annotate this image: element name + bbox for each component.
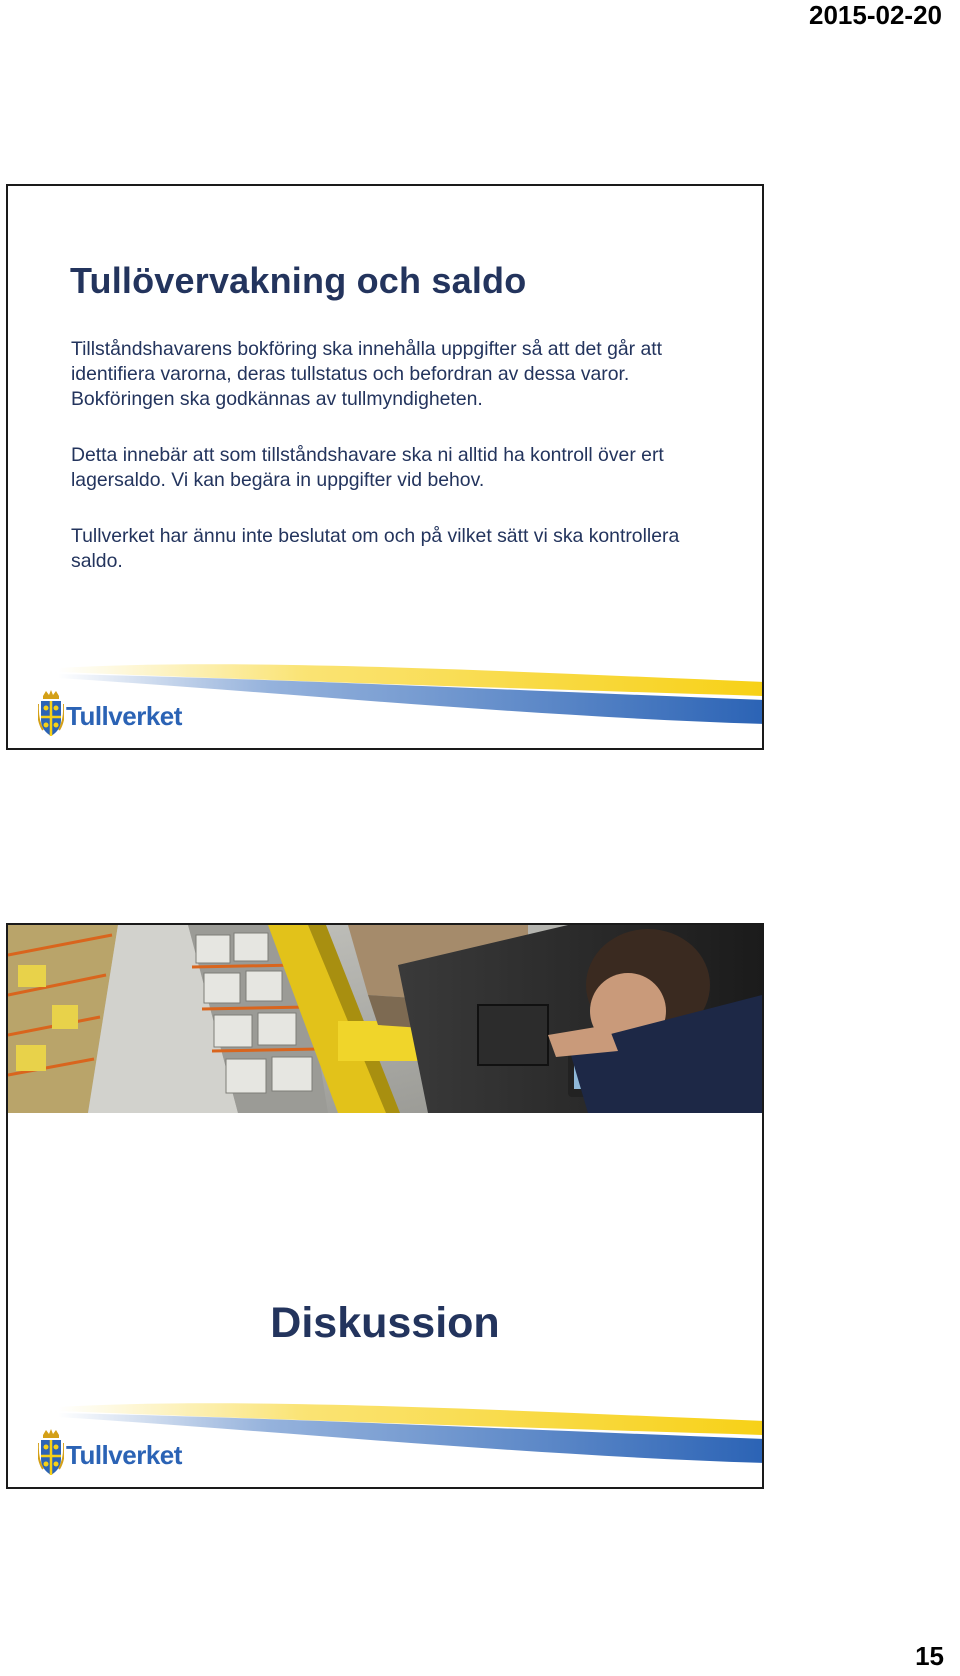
slide-diskussion (6, 923, 764, 1489)
slide-title: Diskussion (270, 1299, 500, 1347)
page-date: 2015-02-20 (809, 0, 942, 30)
tullverket-logo (38, 1429, 182, 1477)
warehouse-forklift-photo (8, 925, 762, 1113)
logo-wordmark: Tullverket (66, 701, 182, 731)
paragraph-kontroll: Tullverket har ännu inte beslutat om och på vilket sätt vi ska kontrollera saldo. (71, 525, 680, 572)
tullverket-logo (38, 690, 182, 738)
slide-body (71, 337, 711, 605)
coat-of-arms-icon (38, 690, 64, 738)
slide-tullovervakning (6, 184, 764, 750)
coat-of-arms-icon (38, 1429, 64, 1477)
page-number: 15 (915, 1641, 944, 1671)
logo-wordmark: Tullverket (66, 1440, 182, 1470)
paragraph-lagersaldo: Detta innebär att som tillståndshavare ska ni alltid ha kontroll över ert lagersaldo. Vi kan begära in uppgifter vid behov. (71, 444, 664, 491)
paragraph-bokforing: Tillståndshavarens bokföring ska innehålla uppgifter så att det går att identifiera varorna, deras tullstatus och befordran av dessa varor. Bokföringen ska godkännas av tullmyndigheten. (71, 338, 663, 410)
slide-title: Tullövervakning och saldo (70, 260, 527, 301)
